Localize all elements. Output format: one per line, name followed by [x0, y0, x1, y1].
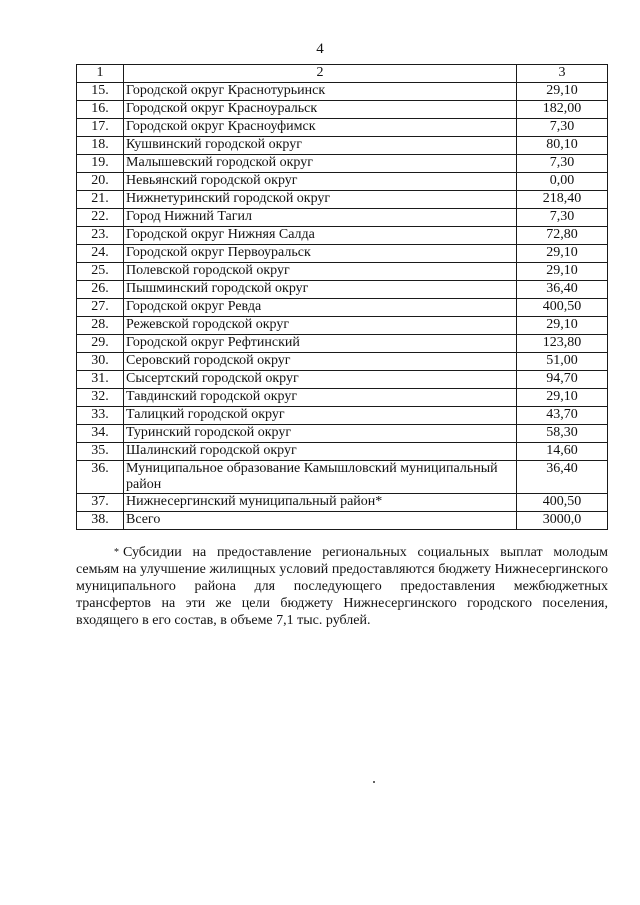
row-number: 26. [77, 281, 124, 299]
table-row [77, 173, 608, 191]
table-row [77, 83, 608, 101]
row-municipality-name: Серовский городской округ [124, 353, 517, 371]
footnote [76, 544, 608, 629]
table-row [77, 407, 608, 425]
footnote-text: Субсидии на предоставление региональных социальных выплат молодым семьям на улучшение жилищных условий предоставляются бюджету Нижнесергинского муниципального района для последующего предоставления межбюджетных трансфертов на эти же цели бюджету Нижнесергинского городского поселения, входящего в его состав, в объеме 7,1 тыс. рублей. [76, 545, 608, 628]
row-number: 16. [77, 101, 124, 119]
row-amount: 29,10 [517, 245, 608, 263]
row-number: 28. [77, 317, 124, 335]
table-row [77, 119, 608, 137]
table-row [77, 317, 608, 335]
row-amount: 218,40 [517, 191, 608, 209]
row-amount: 94,70 [517, 371, 608, 389]
table-row [77, 137, 608, 155]
row-amount: 400,50 [517, 299, 608, 317]
row-number: 15. [77, 83, 124, 101]
row-number: 27. [77, 299, 124, 317]
row-amount: 36,40 [517, 461, 608, 494]
table-row [77, 353, 608, 371]
row-number: 36. [77, 461, 124, 494]
row-number: 24. [77, 245, 124, 263]
table-row [77, 371, 608, 389]
stray-dot [373, 781, 375, 783]
table-header-row [77, 65, 608, 83]
row-number: 20. [77, 173, 124, 191]
row-number: 35. [77, 443, 124, 461]
row-amount: 182,00 [517, 101, 608, 119]
row-amount: 58,30 [517, 425, 608, 443]
row-municipality-name: Город Нижний Тагил [124, 209, 517, 227]
row-number: 37. [77, 494, 124, 512]
row-municipality-name: Полевской городской округ [124, 263, 517, 281]
table-row [77, 494, 608, 512]
row-municipality-name: Кушвинский городской округ [124, 137, 517, 155]
row-amount: 123,80 [517, 335, 608, 353]
row-municipality-name: Пышминский городской округ [124, 281, 517, 299]
table-row [77, 389, 608, 407]
footnote-marker: * [114, 547, 119, 558]
row-number: 33. [77, 407, 124, 425]
row-number: 29. [77, 335, 124, 353]
row-municipality-name: Городской округ Красноуральск [124, 101, 517, 119]
row-municipality-name: Шалинский городской округ [124, 443, 517, 461]
table-row [77, 263, 608, 281]
row-amount: 7,30 [517, 209, 608, 227]
row-municipality-name: Городской округ Краснотурьинск [124, 83, 517, 101]
table-row [77, 191, 608, 209]
row-municipality-name: Муниципальное образование Камышловский муниципальный район [124, 461, 517, 494]
row-amount: 400,50 [517, 494, 608, 512]
row-amount: 7,30 [517, 119, 608, 137]
table-row [77, 155, 608, 173]
table-row [77, 425, 608, 443]
row-number: 30. [77, 353, 124, 371]
header-col-3: 3 [517, 65, 608, 83]
row-amount: 29,10 [517, 83, 608, 101]
row-number: 25. [77, 263, 124, 281]
row-amount: 3000,0 [517, 512, 608, 530]
row-number: 19. [77, 155, 124, 173]
table-row [77, 443, 608, 461]
table-row [77, 335, 608, 353]
header-col-2: 2 [124, 65, 517, 83]
row-amount: 51,00 [517, 353, 608, 371]
table-row [77, 209, 608, 227]
row-number: 18. [77, 137, 124, 155]
row-amount: 29,10 [517, 317, 608, 335]
row-municipality-name: Городской округ Рефтинский [124, 335, 517, 353]
row-municipality-name: Тавдинский городской округ [124, 389, 517, 407]
table-row [77, 227, 608, 245]
row-amount: 29,10 [517, 389, 608, 407]
row-municipality-name: Туринский городской округ [124, 425, 517, 443]
row-amount: 0,00 [517, 173, 608, 191]
row-number: 38. [77, 512, 124, 530]
row-amount: 36,40 [517, 281, 608, 299]
row-municipality-name: Всего [124, 512, 517, 530]
row-amount: 80,10 [517, 137, 608, 155]
row-municipality-name: Городской округ Первоуральск [124, 245, 517, 263]
table-row [77, 512, 608, 530]
row-municipality-name: Талицкий городской округ [124, 407, 517, 425]
row-municipality-name: Малышевский городской округ [124, 155, 517, 173]
row-amount: 14,60 [517, 443, 608, 461]
header-col-1: 1 [77, 65, 124, 83]
row-number: 32. [77, 389, 124, 407]
row-number: 23. [77, 227, 124, 245]
row-number: 34. [77, 425, 124, 443]
row-municipality-name: Городской округ Ревда [124, 299, 517, 317]
row-municipality-name: Городской округ Красноуфимск [124, 119, 517, 137]
table-row [77, 245, 608, 263]
page-number: 4 [316, 41, 324, 57]
row-amount: 72,80 [517, 227, 608, 245]
row-municipality-name: Нижнетуринский городской округ [124, 191, 517, 209]
subsidy-table [76, 64, 608, 530]
table-row [77, 101, 608, 119]
row-municipality-name: Сысертский городской округ [124, 371, 517, 389]
row-amount: 29,10 [517, 263, 608, 281]
row-number: 22. [77, 209, 124, 227]
row-amount: 7,30 [517, 155, 608, 173]
row-municipality-name: Режевской городской округ [124, 317, 517, 335]
row-municipality-name: Нижнесергинский муниципальный район* [124, 494, 517, 512]
row-number: 17. [77, 119, 124, 137]
row-municipality-name: Невьянский городской округ [124, 173, 517, 191]
row-municipality-name: Городской округ Нижняя Салда [124, 227, 517, 245]
row-number: 31. [77, 371, 124, 389]
table-row [77, 299, 608, 317]
row-amount: 43,70 [517, 407, 608, 425]
table-row [77, 281, 608, 299]
row-number: 21. [77, 191, 124, 209]
table-row [77, 461, 608, 494]
